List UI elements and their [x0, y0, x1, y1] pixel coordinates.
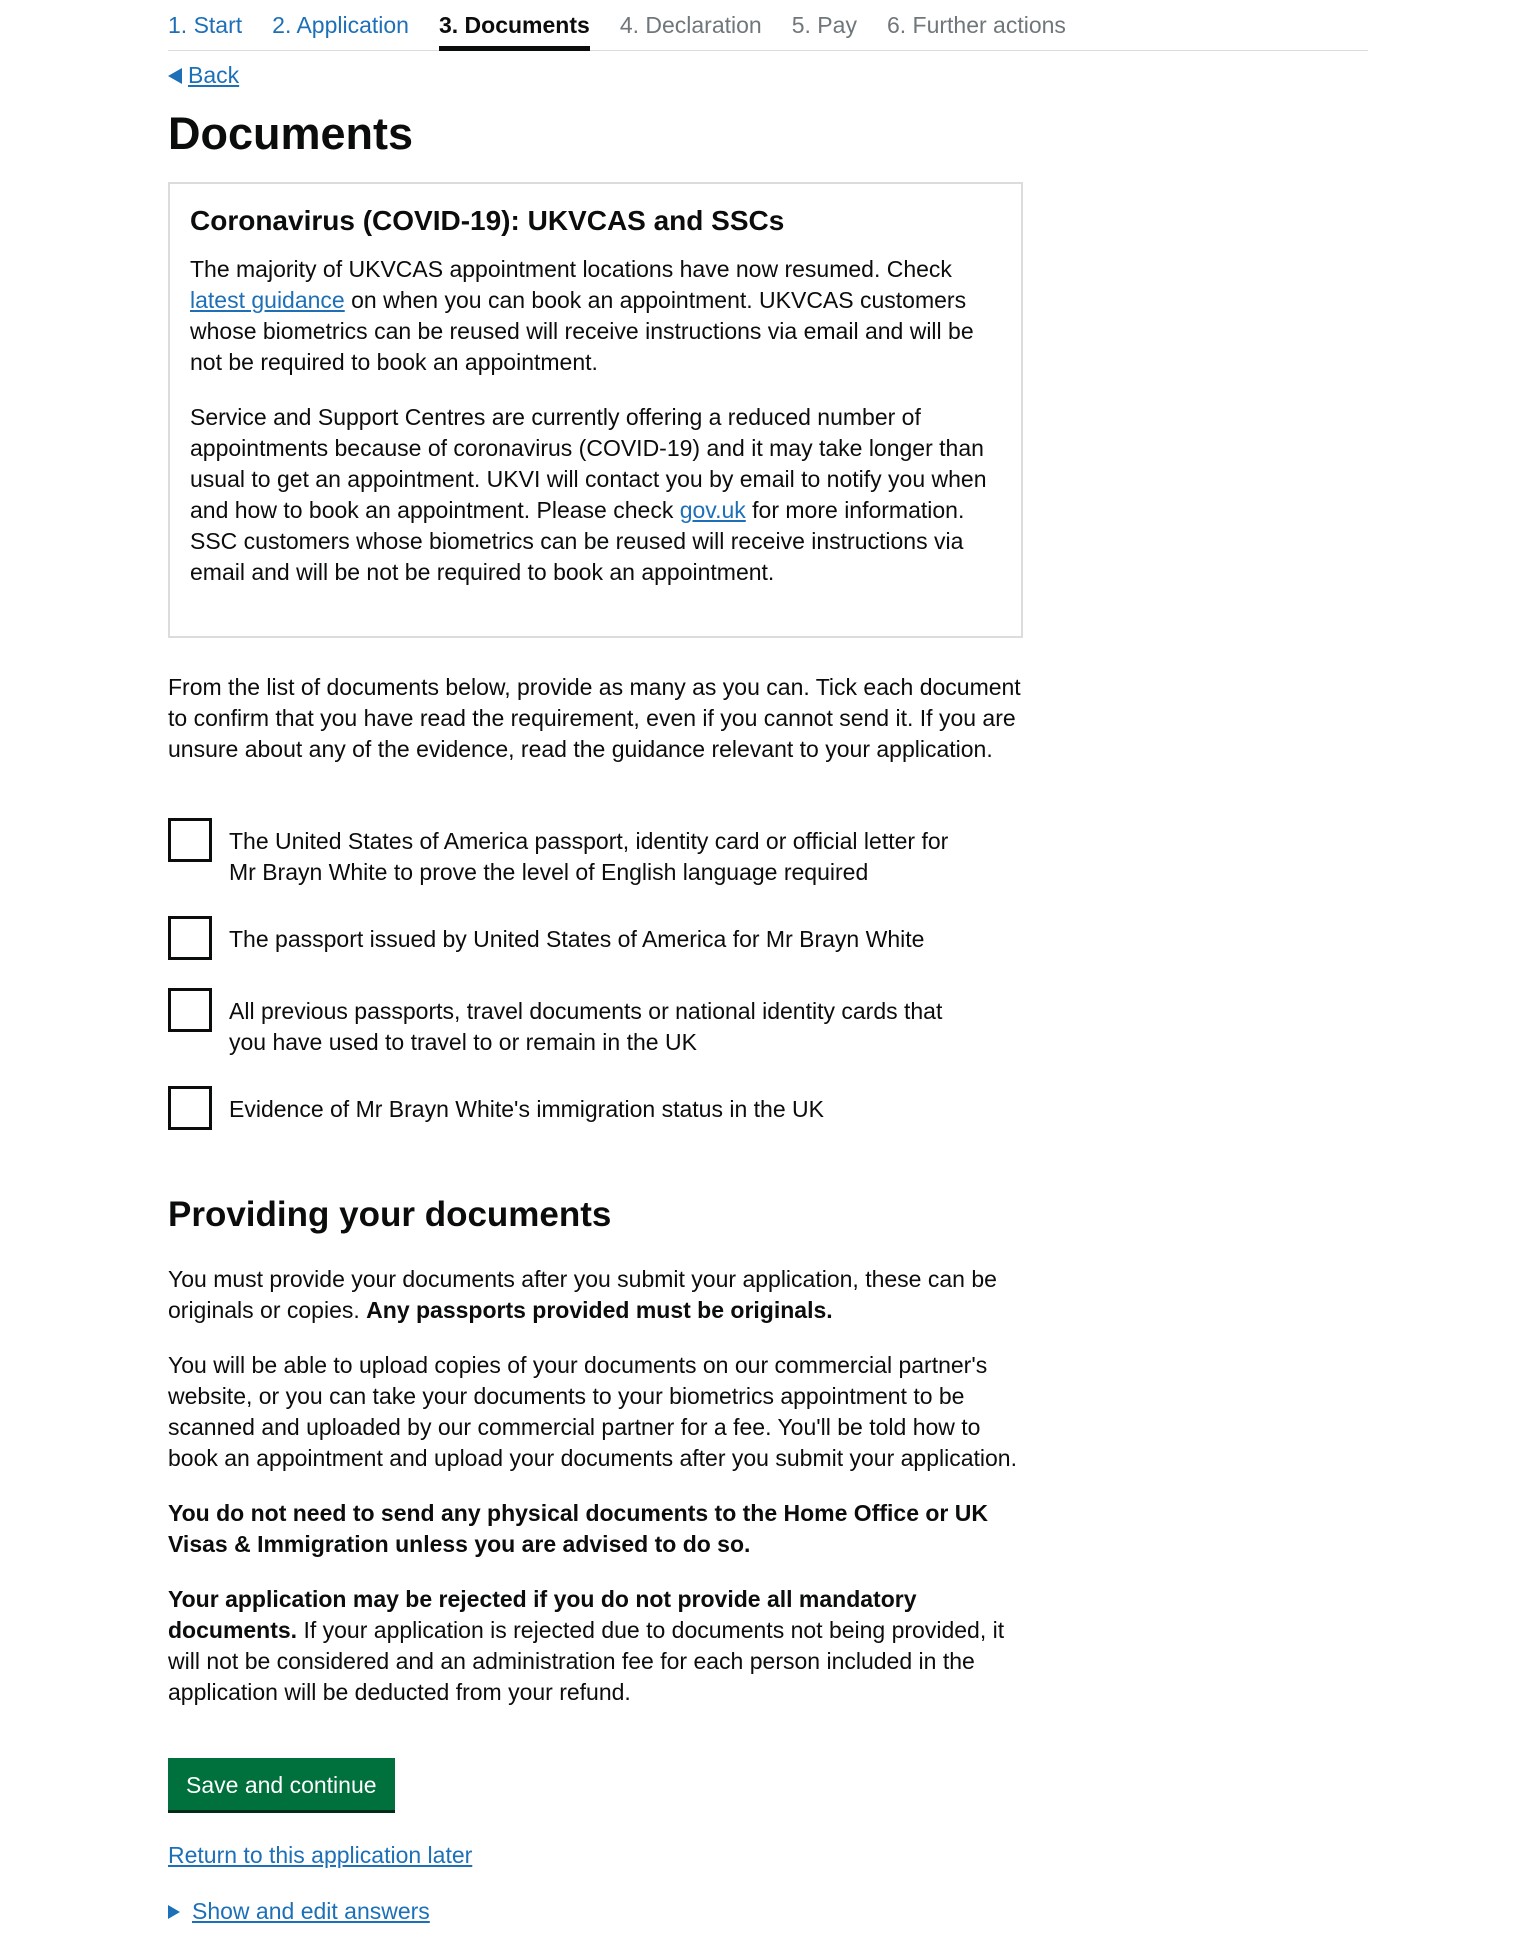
save-and-continue-button[interactable]: Save and continue [168, 1758, 395, 1810]
document-label-4[interactable]: Evidence of Mr Brayn White's immigration status in the UK [229, 1096, 824, 1122]
step-further-actions: 6. Further actions [886, 12, 1066, 38]
show-answers-toggle[interactable] [168, 1896, 430, 1926]
providing-paragraph-2: You will be able to upload copies of your documents on our commercial partner's website, or you can take your documents to your biometrics appointment to be scanned and uploaded by our commercial partner for a fee. You'll be told how to book an appointment and upload your documents after you submit your application. [168, 1352, 1017, 1471]
notice-p2-text-end: for more information. SSC customers whose biometrics can be reused will receive instructions via email and will be not be required to book an appointment. [190, 497, 965, 585]
step-application[interactable] [272, 10, 409, 51]
document-item [168, 818, 1023, 888]
back-link[interactable]: Back [188, 62, 240, 88]
providing-paragraph-1 [168, 1264, 1028, 1326]
document-item [168, 988, 1023, 1058]
back-link-container [168, 60, 239, 90]
notice-paragraph-1 [190, 254, 1001, 378]
providing-p1-text: You must provide your documents after you submit your application, these can be originals or copies. [168, 1266, 997, 1323]
step-start-link[interactable]: 1. Start [168, 12, 243, 38]
back-arrow-icon [168, 68, 182, 84]
document-checkbox-2[interactable] [168, 916, 212, 960]
providing-paragraph-3 [168, 1498, 1028, 1560]
document-checkbox-4[interactable] [168, 1086, 212, 1130]
providing-p3-bold: You do not need to send any physical documents to the Home Office or UK Visas & Immigration unless you are advised to do so. [168, 1500, 988, 1557]
step-documents: 3. Documents [439, 10, 590, 51]
documents-checklist [168, 818, 1023, 1158]
document-label-1[interactable]: The United States of America passport, identity card or official letter for Mr Brayn White to prove the level of English language required [229, 828, 949, 885]
providing-heading: Providing your documents [168, 1195, 612, 1234]
step-navigation [168, 10, 1368, 51]
notice-p2-text: Service and Support Centres are currently offering a reduced number of appointments because of coronavirus (COVID-19) and it may take longer than usual to get an appointment. UKVI will contact you by email to notify you when and how to book an appointment. Please check [190, 404, 987, 523]
document-item [168, 916, 1023, 960]
notice-title: Coronavirus (COVID-19): UKVCAS and SSCs [190, 205, 785, 236]
step-application-link[interactable]: 2. Application [272, 12, 409, 38]
document-checkbox-3[interactable] [168, 988, 212, 1032]
expand-triangle-icon [168, 1905, 180, 1919]
providing-p1-bold: Any passports provided must be originals. [366, 1297, 833, 1323]
gov-uk-link[interactable]: gov.uk [679, 497, 746, 523]
document-label-3[interactable]: All previous passports, travel documents or national identity cards that you have used to travel to or remain in the UK [229, 998, 943, 1055]
return-later-container [168, 1840, 472, 1870]
step-pay: 5. Pay [791, 12, 857, 38]
document-checkbox-1[interactable] [168, 818, 212, 862]
providing-paragraph-4 [168, 1584, 1028, 1708]
step-declaration: 4. Declaration [619, 12, 762, 38]
return-later-link[interactable]: Return to this application later [168, 1842, 473, 1868]
latest-guidance-link[interactable]: latest guidance [190, 287, 345, 313]
notice-p1-text-end: on when you can book an appointment. UKVCAS customers whose biometrics can be reused will receive instructions via email and will be not be required to book an appointment. [190, 287, 974, 375]
notice-p1-text: The majority of UKVCAS appointment locations have now resumed. Check [190, 256, 952, 282]
page-title: Documents [168, 108, 414, 159]
covid-notice-panel [168, 182, 1023, 638]
document-label-2[interactable]: The passport issued by United States of America for Mr Brayn White [229, 926, 925, 952]
notice-paragraph-2 [190, 402, 1001, 588]
show-answers-link[interactable]: Show and edit answers [192, 1898, 430, 1924]
step-start[interactable] [168, 10, 242, 51]
providing-p4-text: If your application is rejected due to documents not being provided, it will not be considered and an administration fee for each person included in the application will be deducted from your refund. [168, 1617, 1005, 1705]
documents-intro: From the list of documents below, provide as many as you can. Tick each document to confirm that you have read the requirement, even if you cannot send it. If you are unsure about any of the evidence, read the guidance relevant to your application. [168, 674, 1021, 762]
document-item [168, 1086, 1023, 1130]
providing-body [168, 1264, 1028, 1732]
providing-p4-bold: Your application may be rejected if you do not provide all mandatory documents. [168, 1586, 917, 1643]
